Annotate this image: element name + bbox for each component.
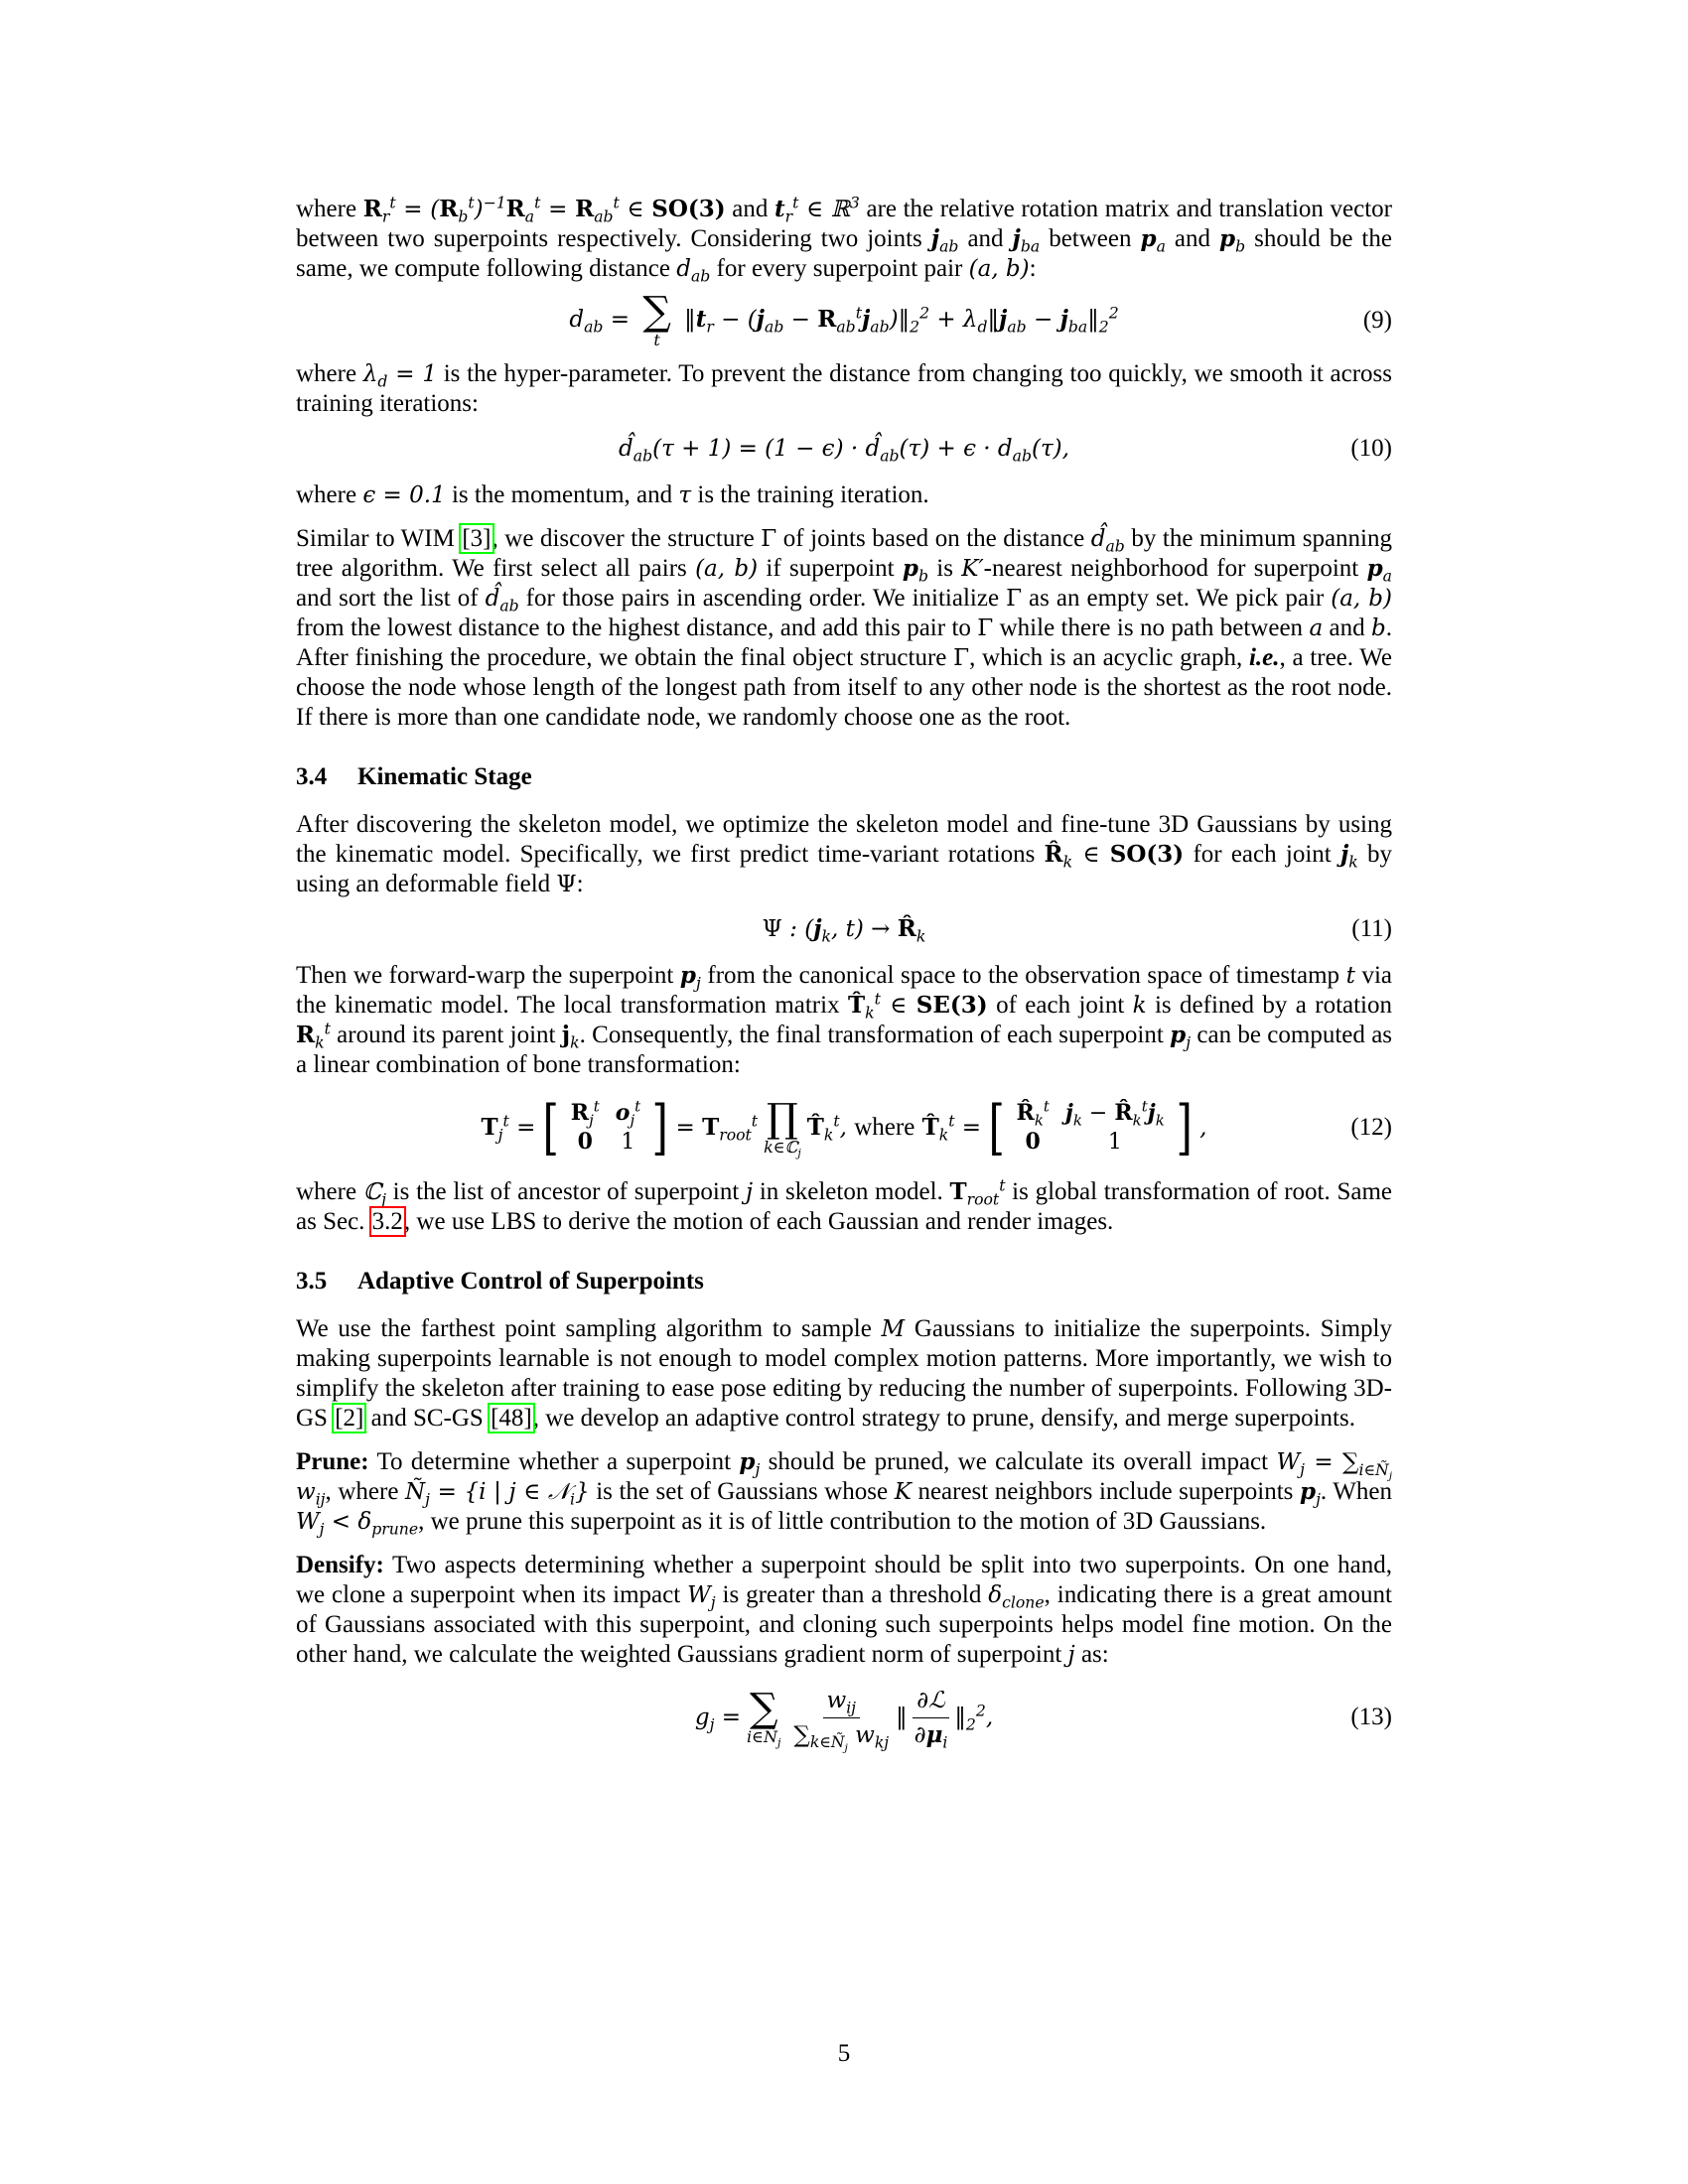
equation-number-11: (11) <box>1351 915 1392 942</box>
paragraph-spanning-tree: Similar to WIM [3], we discover the structure Γ of joints based on the distance $d̂_{ab}$ by the minimum spanning tree algorithm. We first select all pairs (a, b) if superpoint $p_b$ is K′-nearest neighborhood for superpoint $p_a$ and sort the list of $d̂_{ab}$ for those pairs in ascending order. We initialize Γ as an empty set. We pick pair (a, b) from the lowest distance to the highest distance, and add this pair to Γ while there is no path between a and b. After finishing the procedure, we obtain the final object structure Γ, which is an acyclic graph, i.e., a tree. We choose the node whose length of the longest path from itself to any other node is the shortest as the root node. If there is more than one candidate node, we randomly choose one as the root. <box>296 525 1393 731</box>
paragraph-hyperparameter: where $\lambda_d = 1$ is the hyper-parameter. To prevent the distance from changing too quickly, we smooth it across training iterations: <box>296 360 1392 417</box>
citation-scgs[interactable]: [48] <box>491 1405 532 1432</box>
equation-number-12: (12) <box>1350 1114 1392 1141</box>
paragraph-fps: We use the farthest point sampling algorithm to sample M Gaussians to initialize the superpoints. Simply making superpoints learnable is not enough to model complex motion patterns. More importantly, we wish to simplify the skeleton after training to ease pose editing by reducing the number of superpoints. Following 3D-GS [2] and SC-GS [48], we develop an adaptive control strategy to prune, densify, and merge superpoints. <box>296 1315 1393 1432</box>
paragraph-prune: Prune: To determine whether a superpoint $p_j$ should be pruned, we calculate its overall impact $W_j = \sum_{i\in Ñ_j}$ $w_{ij}$, where $Ñ_j = \{i$ | j ∈ 𝒩$_i$} is the set of Gaussians whose K nearest neighbors include superpoints $p_j$. When $W_j < \delta_{prune}$, we prune this superpoint as it is of little contribution to the motion of 3D Gaussians. <box>296 1448 1392 1539</box>
runin-densify: Densify: <box>296 1552 384 1578</box>
equation-number-9: (9) <box>1362 307 1392 334</box>
equation-9: $d_{ab}$ = ∑ t $‖t_r - (j_{ab}$ − $R_{ab}^tj_{ab})‖_2^2$ + $\lambda_d‖j_{ab}$ − $j_{ba}‖_2^2$ (9) <box>569 289 1392 349</box>
paragraph-ancestor: where ℂ$_j$ is the list of ancestor of superpoint j in skeleton model. $T_{root}^t$ is global transformation of root. Same as Sec. 3.2, we use LBS to derive the motion of each Gaussian and render images. <box>296 1175 1393 1235</box>
page-number: 5 <box>837 2040 851 2067</box>
paper-body <box>296 195 1392 1767</box>
citation-3dgs[interactable]: [2] <box>335 1405 364 1432</box>
section-heading-adaptive-control: 3.5 Adaptive Control of Superpoints <box>296 1268 704 1295</box>
section-reference-3-2[interactable]: 3.2 <box>371 1208 403 1235</box>
equation-13: $g_j$ = ∑ $i\in Ñ_j$ $\frac{w_{ij}}{\sum_{k\in Ñ_j} w_{kj}}$ ‖ $\frac{\text{∂ℒ}}{\partial\mu_i}$ $‖_2^2$, (13) <box>694 1686 1392 1755</box>
paragraph-kinematic-intro: After discovering the skeleton model, we optimize the skeleton model and fine-tune 3D Gaussians by using the kinematic model. Specifically, we first predict time-variant rotations $R̂_k$ ∈ SO(3) for each joint $j_k$ by using an deformable field Ψ: <box>296 811 1392 897</box>
paragraph-relative-rotation: where $R_r^t = (R_b^t)^{-1}R_a^t = R_{ab}^t$ ∈ SO(3) and $t_r^t$ ∈ ℝ$^3$ are the relative rotation matrix and translation vector between two superpoints respectively. Considering two joints $j_{ab}$ and $j_{ba}$ between $p_a$ and $p_b$ should be the same, we compute following distance $d_{ab}$ for every superpoint pair (a, b): <box>296 193 1392 286</box>
equation-number-10: (10) <box>1350 435 1392 462</box>
section-heading-kinematic-stage: 3.4 Kinematic Stage <box>296 763 532 790</box>
equation-11: Ψ : ($j_k$, $t) \to R̂_k$ (11) <box>762 915 1392 946</box>
paragraph-momentum: where ϵ = 0.1 is the momentum, and τ is the training iteration. <box>296 481 929 508</box>
equation-10: $d̂_{ab}(\tau + 1) = (1 - \epsilon)$ · $d̂_{ab}(\tau) + \epsilon \cdot d_{ab}(\tau)$, (10) <box>619 435 1392 466</box>
runin-prune: Prune: <box>296 1448 369 1475</box>
paragraph-forward-warp: Then we forward-warp the superpoint $p_j$ from the canonical space to the observation space of timestamp t via the kinematic model. The local transformation matrix $T̂_k^t$ ∈ SE(3) of each joint k is defined by a rotation $R_k^t$ around its parent joint $j_k$. Consequently, the final transformation of each superpoint $p_j$ can be computed as a linear combination of bone transformation: <box>296 962 1393 1078</box>
equation-number-13: (13) <box>1350 1704 1392 1730</box>
equation-12: $T_j^t$ = [ $R_j^t$ $o_j^t$ 0 1 ] = $T_{root}^t$ ∏ k∈ℂ$_j$ $T̂_k^t$, where $T̂_k^t$ = [ $R̂_k^t$ $j_k$ − $R̂_k^tj_k$ 0 1 ] , (12) <box>481 1093 1392 1162</box>
paragraph-densify: Densify: Two aspects determining whether a superpoint should be split into two superpoints. On one hand, we clone a superpoint when its impact $W_j$ is greater than a threshold $\delta_{clone}$, indicating there is a great amount of Gaussians associated with this superpoint, and cloning such superpoints helps model fine motion. On the other hand, we calculate the weighted Gaussians gradient norm of superpoint j as: <box>296 1552 1392 1668</box>
citation-wim[interactable]: [3] <box>462 525 492 552</box>
